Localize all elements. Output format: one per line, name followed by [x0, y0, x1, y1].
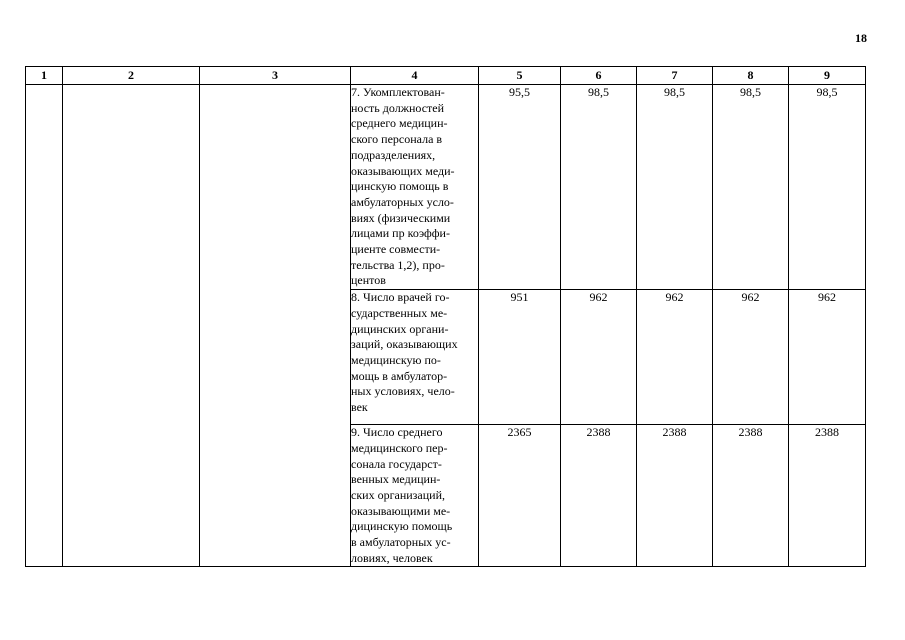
value-cell-col8: 962: [713, 290, 789, 425]
value-cell-col7: 2388: [637, 425, 713, 567]
value-cell-col9: 962: [789, 290, 866, 425]
indicator-line: среднего медицин-: [351, 116, 448, 131]
indicator-line: оказывающих меди-: [351, 163, 455, 178]
value-cell-col7: 98,5: [637, 85, 713, 290]
indicator-line: оказывающими ме-: [351, 503, 451, 518]
indicator-cell: [351, 290, 479, 425]
indicator-line: заций, оказывающих: [351, 337, 458, 352]
value-cell-col5: 951: [479, 290, 561, 425]
value-cell-col9: 2388: [789, 425, 866, 567]
value-cell-col7: 962: [637, 290, 713, 425]
indicator-line: лицами пр коэффи-: [351, 226, 450, 241]
indicator-line: центов: [351, 273, 386, 288]
indicator-line: медицинского пер-: [351, 440, 448, 455]
empty-cell-col1: [26, 85, 63, 567]
indicator-line: мощь в амбулатор-: [351, 368, 448, 383]
column-header-4: 4: [351, 67, 479, 85]
indicator-line: венных медицин-: [351, 472, 441, 487]
indicator-line: ность должностей: [351, 100, 445, 115]
indicator-cell: [351, 425, 479, 567]
value-cell-col5: 95,5: [479, 85, 561, 290]
column-header-7: 7: [637, 67, 713, 85]
column-header-1: 1: [26, 67, 63, 85]
page-number: 18: [855, 31, 867, 45]
header-row: [26, 67, 866, 85]
table-row: [26, 85, 866, 290]
value-cell-col6: 962: [561, 290, 637, 425]
indicator-line: сонала государст-: [351, 456, 442, 471]
indicator-line: ных условиях, чело-: [351, 384, 455, 399]
indicator-line: ского персонала в: [351, 132, 443, 147]
value-cell-col6: 2388: [561, 425, 637, 567]
indicator-line: цинскую помощь в: [351, 179, 449, 194]
indicator-line: циенте совмести-: [351, 242, 441, 257]
empty-cell-col3: [200, 85, 351, 567]
indicator-line: ловиях, человек: [351, 550, 433, 565]
indicator-line: дицинских органи-: [351, 321, 449, 336]
indicator-line: 8. Число врачей го-: [351, 290, 450, 305]
indicator-cell: [351, 85, 479, 290]
value-cell-col6: 98,5: [561, 85, 637, 290]
value-cell-col8: 98,5: [713, 85, 789, 290]
column-header-5: 5: [479, 67, 561, 85]
indicator-line: амбулаторных усло-: [351, 194, 454, 209]
column-header-8: 8: [713, 67, 789, 85]
indicator-line: дицинскую помощь: [351, 519, 453, 534]
column-header-6: 6: [561, 67, 637, 85]
indicator-line: подразделениях,: [351, 147, 436, 162]
value-cell-col9: 98,5: [789, 85, 866, 290]
indicator-line: медицинскую по-: [351, 352, 441, 367]
value-cell-col5: 2365: [479, 425, 561, 567]
empty-cell-col2: [63, 85, 200, 567]
column-header-9: 9: [789, 67, 866, 85]
column-header-2: 2: [63, 67, 200, 85]
indicator-line: ских организаций,: [351, 487, 446, 502]
indicator-line: 9. Число среднего: [351, 425, 443, 440]
indicator-line: сударственных ме-: [351, 305, 448, 320]
indicator-line: 7. Укомплектован-: [351, 85, 445, 99]
indicator-line: в амбулаторных ус-: [351, 535, 451, 550]
indicator-line: виях (физическими: [351, 210, 451, 225]
indicators-table: [25, 66, 866, 567]
value-cell-col8: 2388: [713, 425, 789, 567]
indicator-line: тельства 1,2), про-: [351, 257, 445, 272]
indicator-line: век: [351, 400, 368, 415]
column-header-3: 3: [200, 67, 351, 85]
